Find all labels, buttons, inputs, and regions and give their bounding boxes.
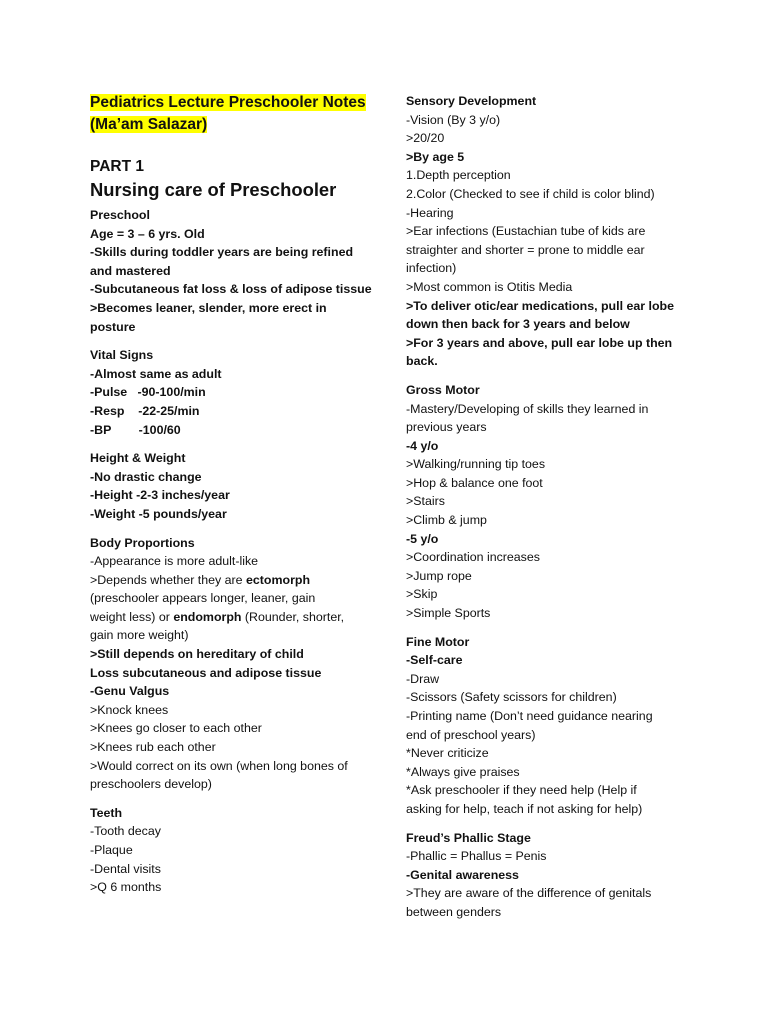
text-line: -Appearance is more adult-like: [90, 554, 259, 569]
text-line: >Coordination increases: [406, 550, 540, 565]
text-line: -Subcutaneous fat loss & loss of adipose tissue: [90, 282, 372, 297]
section-height-weight: [90, 449, 380, 523]
section-vital-signs: [90, 346, 380, 439]
text-line: >Depends whether they are ectomorph: [90, 572, 311, 587]
text-line: preschoolers develop): [90, 777, 212, 792]
text-line: -4 y/o: [406, 438, 439, 453]
text-line: >By age 5: [406, 149, 465, 164]
text-line: straighter and shorter = prone to middle ear: [406, 242, 645, 257]
text-line: -Weight -5 pounds/year: [90, 506, 227, 521]
section-heading: Freud’s Phallic Stage: [406, 830, 531, 845]
text-line: -5 y/o: [406, 531, 439, 546]
section-heading: Preschool: [90, 208, 150, 222]
section-heading: Teeth: [90, 805, 123, 820]
section-heading: Vital Signs: [90, 348, 154, 363]
text-line: >Walking/running tip toes: [406, 457, 546, 472]
text-line: >Ear infections (Eustachian tube of kids are: [406, 224, 646, 239]
text-line: Age = 3 – 6 yrs. Old: [90, 226, 205, 241]
text-line: -No drastic change: [90, 469, 202, 484]
text-line: -Genu Valgus: [90, 684, 170, 699]
text-line: >Q 6 months: [90, 880, 162, 895]
title-line-2: (Ma’am Salazar): [90, 116, 208, 133]
part-label: PART 1: [90, 158, 144, 175]
text-line: >To deliver otic/ear medications, pull ear lobe: [406, 298, 674, 313]
text-line: -Phallic = Phallus = Penis: [406, 849, 547, 864]
text-line: >They are aware of the difference of genitals: [406, 886, 652, 901]
section-heading: Sensory Development: [406, 94, 537, 108]
section-sensory-development: [406, 92, 696, 371]
main-heading: Nursing care of Preschooler: [90, 179, 337, 200]
text-line: -Hearing: [406, 205, 454, 220]
text-line: -Height -2-3 inches/year: [90, 488, 230, 503]
text-line: and mastered: [90, 263, 171, 278]
section-preschool: [90, 206, 380, 336]
section-gross-motor: [406, 381, 696, 623]
text-line: >Becomes leaner, slender, more erect in: [90, 300, 327, 315]
text-line: -Resp -22-25/min: [90, 403, 200, 418]
text-line: -Dental visits: [90, 861, 161, 876]
text-line: >20/20: [406, 131, 445, 146]
document-title: [90, 92, 380, 136]
section-freud-phallic-stage: [406, 829, 696, 922]
section-heading: Fine Motor: [406, 634, 470, 649]
text-line: (preschooler appears longer, leaner, gain: [90, 591, 316, 606]
text-line: -Skills during toddler years are being refined: [90, 245, 354, 260]
section-teeth: [90, 804, 380, 897]
text-line: *Ask preschooler if they need help (Help if: [406, 783, 637, 798]
text-line: 2.Color (Checked to see if child is color blind): [406, 186, 655, 201]
section-heading: Height & Weight: [90, 451, 186, 466]
text-line: -Vision (By 3 y/o): [406, 112, 501, 127]
text-line: >Skip: [406, 587, 438, 602]
text-line: >Stairs: [406, 494, 445, 509]
text-line: posture: [90, 319, 136, 334]
text-line: >Would correct on its own (when long bones of: [90, 758, 348, 773]
section-heading: Body Proportions: [90, 535, 195, 550]
text-line: gain more weight): [90, 628, 189, 643]
text-line: >Knees go closer to each other: [90, 721, 262, 736]
text-line: down then back for 3 years and below: [406, 317, 630, 332]
text-line: -Genital awareness: [406, 867, 519, 882]
text-line: -BP -100/60: [90, 422, 181, 437]
text-line: >Hop & balance one foot: [406, 475, 543, 490]
text-line: -Almost same as adult: [90, 366, 222, 381]
text-line: -Printing name (Don’t need guidance nearing: [406, 709, 653, 723]
text-line: >Knock knees: [90, 702, 169, 717]
text-line: asking for help, teach if not asking for help): [406, 801, 643, 816]
text-line: >Still depends on hereditary of child: [90, 647, 304, 662]
text-line: previous years: [406, 420, 487, 435]
right-column: [406, 92, 696, 922]
text-line: >Most common is Otitis Media: [406, 279, 573, 294]
text-line: *Always give praises: [406, 764, 520, 779]
text-line: >Knees rub each other: [90, 740, 216, 755]
text-line: end of preschool years): [406, 727, 536, 742]
text-line: -Pulse -90-100/min: [90, 385, 206, 400]
text-line: >For 3 years and above, pull ear lobe up then: [406, 335, 673, 350]
text-line: >Simple Sports: [406, 606, 491, 621]
section-body-proportions: [90, 534, 380, 794]
text-line: 1.Depth perception: [406, 168, 511, 183]
section-heading: Gross Motor: [406, 382, 480, 397]
text-line: infection): [406, 261, 457, 276]
left-column: [90, 92, 380, 897]
text-line: -Plaque: [90, 843, 133, 857]
text-line: back.: [406, 354, 438, 369]
text-line: -Mastery/Developing of skills they learned in: [406, 401, 649, 416]
section-fine-motor: [406, 633, 696, 819]
text-line: >Climb & jump: [406, 513, 487, 528]
text-line: -Self-care: [406, 653, 463, 668]
text-line: between genders: [406, 904, 502, 919]
text-line: -Draw: [406, 671, 440, 686]
text-line: -Tooth decay: [90, 824, 161, 839]
text-line: weight less) or endomorph (Rounder, shorter,: [90, 609, 345, 624]
text-line: Loss subcutaneous and adipose tissue: [90, 665, 322, 680]
text-line: *Never criticize: [406, 746, 489, 761]
text-line: -Scissors (Safety scissors for children): [406, 690, 617, 705]
text-line: >Jump rope: [406, 568, 472, 583]
title-line-1: Pediatrics Lecture Preschooler Notes: [90, 94, 366, 111]
